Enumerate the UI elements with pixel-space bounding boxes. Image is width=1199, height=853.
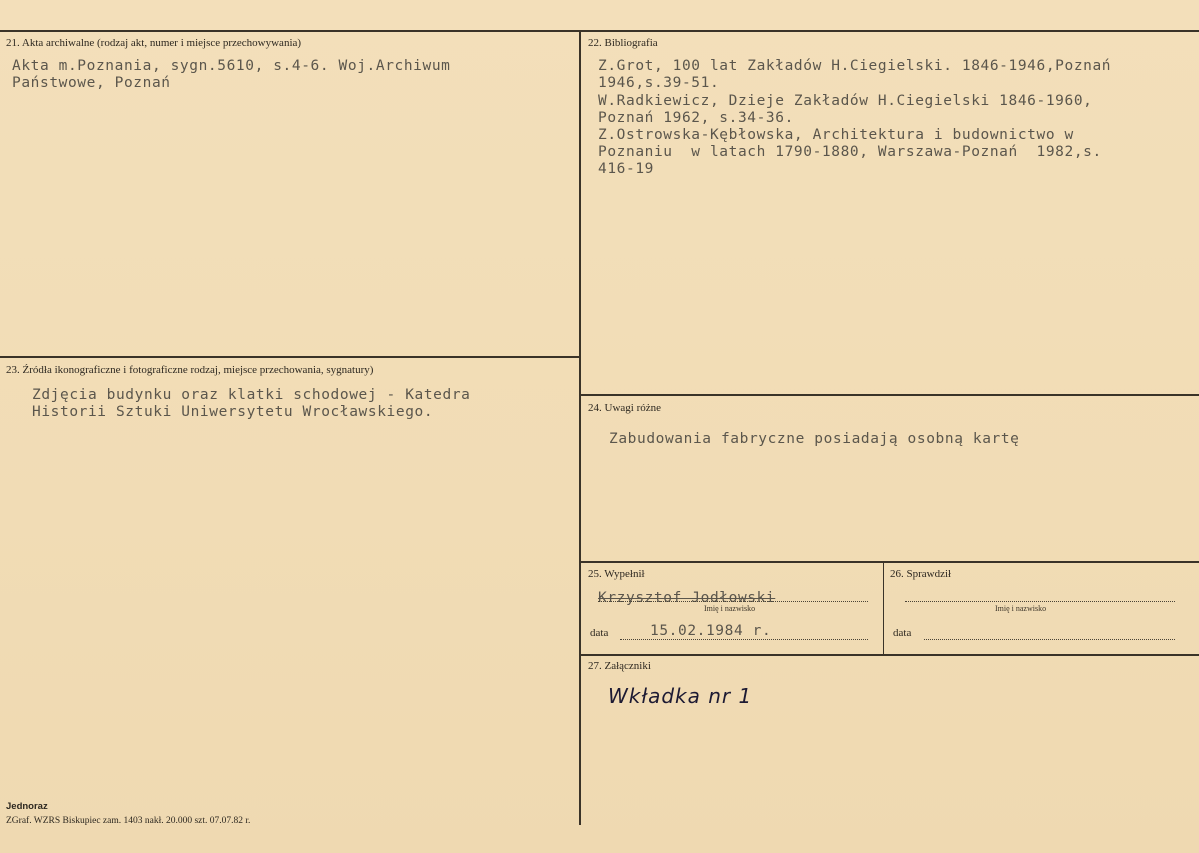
section-22-text-line: 416-19 bbox=[598, 161, 654, 177]
name-dotted-line bbox=[905, 601, 1175, 602]
divider-25-27 bbox=[581, 654, 1199, 656]
date-label: data bbox=[893, 627, 912, 639]
filled-by-name: Krzysztof Jodłowski bbox=[598, 590, 776, 606]
section-22-text-line: Poznań 1962, s.34-36. bbox=[598, 110, 794, 126]
name-caption: Imię i nazwisko bbox=[704, 604, 756, 613]
section-25-label: 25. Wypełnił bbox=[588, 568, 645, 580]
section-22-text-line: Z.Grot, 100 lat Zakładów H.Ciegielski. 1846-1946,Poznań bbox=[598, 58, 1112, 74]
date-dotted-line bbox=[924, 639, 1175, 640]
date-label: data bbox=[590, 627, 609, 639]
name-caption: Imię i nazwisko bbox=[995, 604, 1047, 613]
section-22-text-line: Z.Ostrowska-Kębłowska, Architektura i budownictwo w bbox=[598, 127, 1074, 143]
section-21-label: 21. Akta archiwalne (rodzaj akt, numer i miejsce przechowywania) bbox=[6, 37, 302, 49]
section-21-text-line: Akta m.Poznania, sygn.5610, s.4-6. Woj.Archiwum bbox=[12, 58, 451, 74]
section-27-label: 27. Załączniki bbox=[588, 660, 651, 672]
section-22-text-line: 1946,s.39-51. bbox=[598, 75, 720, 91]
section-22-label: 22. Bibliografia bbox=[588, 37, 658, 49]
top-rule bbox=[0, 30, 1199, 32]
section-23-text-line: Zdjęcia budynku oraz klatki schodowej - Katedra bbox=[32, 387, 471, 403]
section-21-text-line: Państwowe, Poznań bbox=[12, 75, 171, 91]
name-dotted-line bbox=[598, 601, 868, 602]
footer-title-text: Jednoraz bbox=[6, 801, 48, 812]
section-22-text-line: Poznaniu w latach 1790-1880, Warszawa-Poznań 1982,s. bbox=[598, 144, 1102, 160]
divider-25-26 bbox=[883, 561, 884, 655]
section-23-label: 23. Źródła ikonograficzne i fotograficzne rodzaj, miejsce przechowania, sygnatury) bbox=[6, 364, 374, 376]
section-26-label: 26. Sprawdził bbox=[890, 568, 952, 580]
footer-print-info: ZGraf. WZRS Biskupiec zam. 1403 nakł. 20.000 szt. 07.07.82 r. bbox=[6, 816, 251, 826]
divider-24-25 bbox=[581, 561, 1199, 563]
handwritten-attachment: Wkładka nr 1 bbox=[608, 684, 753, 708]
footer-title bbox=[6, 801, 48, 812]
section-23-text-line: Historii Sztuki Uniwersytetu Wrocławskiego. bbox=[32, 404, 434, 420]
vertical-divider bbox=[579, 30, 581, 825]
section-24-label: 24. Uwagi różne bbox=[588, 402, 662, 414]
divider-21-23 bbox=[0, 356, 579, 358]
filled-date: 15.02.1984 r. bbox=[650, 623, 772, 639]
section-22-text-line: W.Radkiewicz, Dzieje Zakładów H.Ciegielski 1846-1960, bbox=[598, 93, 1093, 109]
section-24-text-line: Zabudowania fabryczne posiadają osobną kartę bbox=[609, 431, 1020, 447]
divider-22-24 bbox=[581, 394, 1199, 396]
